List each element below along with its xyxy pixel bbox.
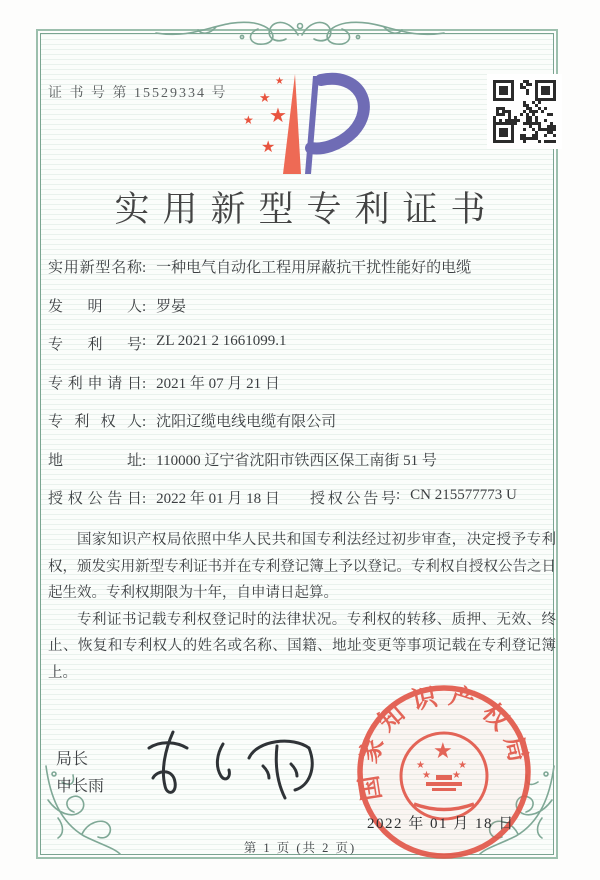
seal-date: 2022 年 01 月 18 日 xyxy=(367,816,515,832)
director-block xyxy=(56,746,104,800)
colon: : xyxy=(142,414,147,430)
colon: : xyxy=(142,491,147,507)
legal-text xyxy=(48,527,556,686)
certificate-number: 证 书 号 第 15529334 号 xyxy=(48,86,228,101)
field-value: 一种电气自动化工程用屏蔽抗干扰性能好的电缆 xyxy=(156,260,472,276)
svg-text:★: ★ xyxy=(433,738,453,763)
field-row-name xyxy=(48,256,560,277)
field-row-patent-number xyxy=(48,333,560,354)
field-row-grant-date xyxy=(48,487,560,508)
floral-ornament-top xyxy=(150,12,450,52)
field-label: 专利权人 xyxy=(48,414,142,430)
field-value: 沈阳辽缆电线电缆有限公司 xyxy=(156,414,337,430)
field-label: 发明人 xyxy=(48,298,142,315)
svg-text:★: ★ xyxy=(458,760,467,771)
svg-text:★: ★ xyxy=(422,770,431,781)
field-row-inventor xyxy=(48,295,560,316)
field-value: 罗晏 xyxy=(156,298,187,315)
field-row-patentee xyxy=(48,410,560,431)
field-row-filing-date xyxy=(48,372,560,393)
page-footer: 第 1 页 (共 2 页) xyxy=(243,841,357,855)
field-value: 110000 辽宁省沈阳市铁西区保工南街 51 号 xyxy=(156,452,437,469)
qr-code xyxy=(487,74,562,149)
field-label: 实用新型名称 xyxy=(48,260,142,276)
field-value: 2021 年 07 月 21 日 xyxy=(156,375,280,392)
logo-p-stem xyxy=(305,76,319,174)
logo-p-bowl xyxy=(311,79,364,149)
logo-star-icon: ★ xyxy=(243,113,254,127)
colon: : xyxy=(142,452,147,469)
legal-paragraph-1: 国家知识产权局依照中华人民共和国专利法经过初步审查，决定授予专利权，颁发实用新型专利证书并在专利登记簿上予以登记。专利权自授权公告之日起生效。专利权期限为十年，自申请日起算。 xyxy=(48,532,556,601)
logo-star-icon: ★ xyxy=(275,76,284,87)
field-label: 地址 xyxy=(48,452,142,469)
colon: : xyxy=(142,333,147,349)
field-row-grant-number xyxy=(310,487,517,508)
field-value: ZL 2021 2 1661099.1 xyxy=(156,333,287,349)
field-label: 授权公告日 xyxy=(48,491,142,507)
director-name: 申长雨 xyxy=(56,778,105,795)
field-label: 专利申请日 xyxy=(48,375,142,392)
director-title: 局长 xyxy=(56,751,89,768)
director-signature xyxy=(125,724,335,817)
svg-text:★: ★ xyxy=(452,770,461,781)
field-label: 授权公告号 xyxy=(310,491,396,507)
legal-paragraph-2: 专利证书记载专利权登记时的法律状况。专利权的转移、质押、无效、终止、恢复和专利权人的姓名或名称、国籍、地址变更等事项记载在专利登记簿上。 xyxy=(48,611,556,681)
official-seal xyxy=(354,682,534,862)
field-value: 2022 年 01 月 18 日 xyxy=(156,491,280,507)
colon: : xyxy=(142,298,147,315)
page-title: 实用新型专利证书 xyxy=(114,190,499,229)
field-list xyxy=(48,256,560,526)
field-row-address xyxy=(48,449,560,470)
seal-text: 国家知识产权局 xyxy=(354,682,534,803)
cnipa-logo xyxy=(235,70,385,183)
logo-star-icon: ★ xyxy=(259,90,271,105)
colon: : xyxy=(396,487,401,503)
svg-text:★: ★ xyxy=(416,760,425,771)
colon: : xyxy=(142,260,147,276)
field-value: CN 215577773 U xyxy=(410,487,517,503)
colon: : xyxy=(142,375,147,392)
logo-star-icon: ★ xyxy=(261,139,276,156)
field-label: 专利号 xyxy=(48,337,142,353)
logo-star-icon: ★ xyxy=(269,105,287,127)
